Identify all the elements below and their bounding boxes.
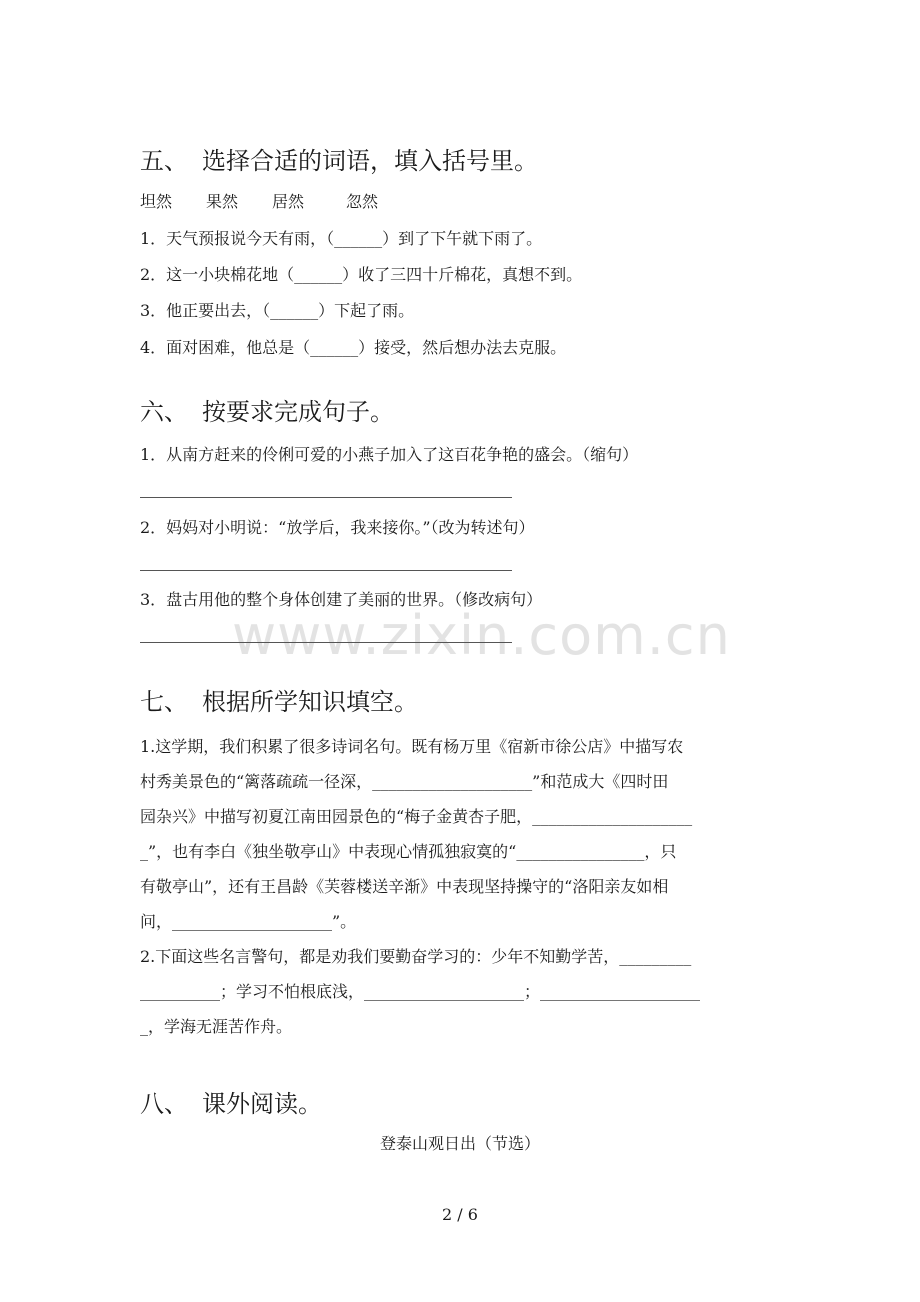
section-5-heading xyxy=(140,146,538,176)
paragraph-line: 1.这学期，我们积累了很多诗词名句。既有杨万里《宿新市徐公店》中描写农 xyxy=(140,737,684,756)
section-7-heading xyxy=(140,687,418,717)
word-bank-item: 忽然 xyxy=(346,192,379,211)
fill-blank-item: 1．天气预报说今天有雨，（______）到了下午就下雨了。 xyxy=(140,229,543,248)
section-5-title: 选择合适的词语，填入括号里。 xyxy=(202,147,538,175)
section-8-title: 课外阅读。 xyxy=(202,1090,322,1118)
section-8-heading xyxy=(140,1089,322,1119)
fill-blank-item: 4．面对困难，他总是（______）接受，然后想办法去克服。 xyxy=(140,338,567,357)
sentence-task: 1．从南方赶来的伶俐可爱的小燕子加入了这百花争艳的盛会。（缩句） xyxy=(140,445,639,464)
section-5-number: 五、 xyxy=(140,147,188,175)
paragraph-line: 有敬亭山”，还有王昌龄《芙蓉楼送辛渐》中表现坚持操守的“洛阳亲友如相 xyxy=(140,877,669,896)
section-8-number: 八、 xyxy=(140,1090,188,1118)
section-7-title: 根据所学知识填空。 xyxy=(202,688,418,716)
paragraph-line: 园杂兴》中描写初夏江南田园景色的“梅子金黄杏子肥，____________________ xyxy=(140,807,693,826)
paragraph-line: 问，____________________”。 xyxy=(140,912,357,931)
paragraph-line: 2.下面这些名言警句，都是劝我们要勤奋学习的：少年不知勤学苦，_________ xyxy=(140,947,692,966)
paragraph-line: __________；学习不怕根底浅，____________________；____________________ xyxy=(140,982,701,1001)
paragraph-line: 村秀美景色的“篱落疏疏一径深，____________________”和范成大《四时田 xyxy=(140,772,669,791)
sentence-task: 2．妈妈对小明说：“放学后，我来接你。”（改为转述句） xyxy=(140,518,535,537)
paragraph-line: _”，也有李白《独坐敬亭山》中表现心情孤独寂寞的“________________，只 xyxy=(140,842,677,861)
section-7-number: 七、 xyxy=(140,688,188,716)
section-6-title: 按要求完成句子。 xyxy=(202,398,394,426)
fill-blank-item: 3．他正要出去，（______）下起了雨。 xyxy=(140,301,415,320)
answer-line xyxy=(140,497,512,498)
answer-line xyxy=(140,570,512,571)
sentence-task: 3．盘古用他的整个身体创建了美丽的世界。（修改病句） xyxy=(140,590,543,609)
word-bank-item: 坦然 xyxy=(140,192,173,211)
paragraph-line: _，学海无涯苦作舟。 xyxy=(140,1017,293,1036)
fill-blank-item: 2．这一小块棉花地（______）收了三四十斤棉花，真想不到。 xyxy=(140,265,583,284)
word-bank-item: 居然 xyxy=(272,192,305,211)
word-bank xyxy=(140,191,378,213)
answer-line xyxy=(140,642,512,643)
passage-title: 登泰山观日出（节选） xyxy=(379,1134,540,1153)
watermark: www.zixin.com.cn xyxy=(232,604,731,667)
page-number: 2 / 6 xyxy=(442,1205,478,1224)
poetry-fill-paragraph xyxy=(140,729,780,1044)
word-bank-item: 果然 xyxy=(206,192,239,211)
section-6-number: 六、 xyxy=(140,398,188,426)
section-6-heading xyxy=(140,397,394,427)
